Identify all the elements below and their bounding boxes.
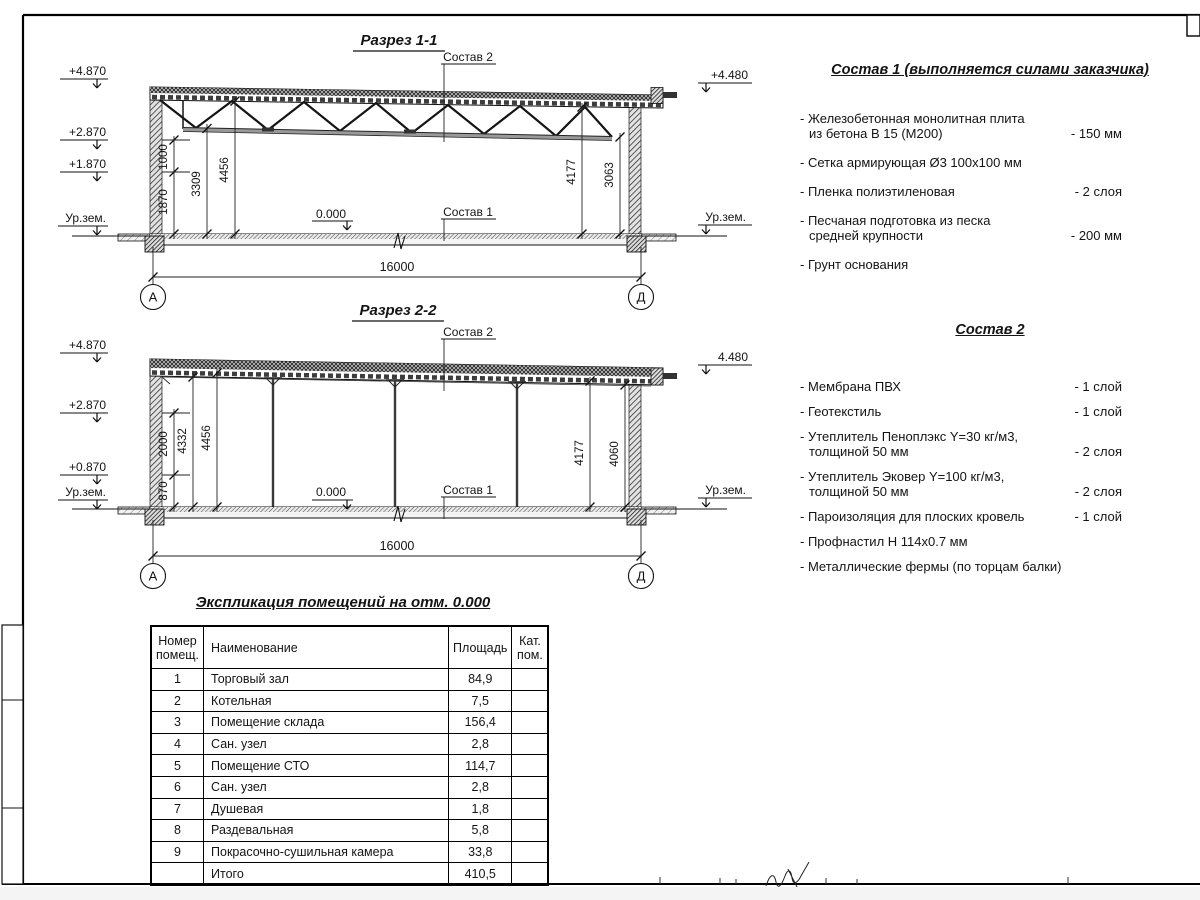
- dimension-value: 4177: [566, 159, 578, 185]
- table-row: [151, 755, 548, 777]
- elevation-marks-right: [698, 350, 752, 507]
- right-wall: [629, 384, 641, 507]
- room-category: [512, 690, 549, 712]
- material-item: [800, 534, 1122, 549]
- material-item: [800, 559, 1122, 574]
- sostav2-items: [800, 379, 1122, 574]
- frame-side-column: [2, 625, 23, 884]
- material-quantity: - 2 слоя: [1074, 184, 1122, 199]
- material-quantity: - 1 слой: [1074, 379, 1122, 394]
- roof-end-cap: [651, 88, 663, 104]
- elevation-value: +4.870: [68, 64, 106, 78]
- material-text: - Песчаная подготовка из песка средней крупности: [800, 213, 991, 243]
- dimension-value: 3063: [604, 162, 616, 188]
- dimension-value: 4177: [574, 440, 586, 466]
- sostav1-title: Состав 1 (выполняется силами заказчика): [831, 62, 1149, 78]
- material-text: - Геотекстиль: [800, 404, 882, 419]
- room-category: [512, 733, 549, 755]
- room-number: [151, 863, 204, 885]
- sostav2-leader-label: Состав 2: [443, 325, 493, 339]
- ground-level-label: Ур.зем.: [65, 211, 106, 225]
- dimension-value: 1870: [158, 189, 170, 215]
- axis-letter: А: [148, 289, 158, 305]
- material-text: - Утеплитель Эковер Y=100 кг/м3, толщиной 50 мм: [800, 469, 1005, 499]
- elevation-value: +2.870: [68, 125, 106, 139]
- roof-assembly: [150, 87, 677, 108]
- room-name: Покрасочно-сушильная камера: [204, 841, 449, 863]
- room-category: [512, 776, 549, 798]
- axis-letter: Д: [636, 568, 646, 584]
- explication-table: [150, 625, 549, 886]
- floor-slab: [72, 506, 727, 525]
- explication-title: Экспликация помещений на отм. 0.000: [195, 594, 491, 611]
- material-item: [800, 509, 1122, 524]
- material-text: - Сетка армирующая Ø3 100х100 мм: [800, 155, 1022, 170]
- ground-level-label: Ур.зем.: [705, 210, 746, 224]
- material-text: - Металлические фермы (по торцам балки): [800, 559, 1062, 574]
- truss-bottom-chord: [183, 130, 612, 139]
- span-dimension-value: 16000: [379, 539, 415, 553]
- elevation-value: +4.870: [68, 338, 106, 352]
- dimension-value: 4456: [219, 157, 231, 183]
- dimension-ticks: [170, 97, 625, 239]
- material-item: [800, 111, 1122, 141]
- dimension-value: 2000: [158, 431, 170, 457]
- zero-level-label: 0.000: [315, 485, 347, 499]
- elevation-marks-right: [698, 68, 752, 234]
- table-row: [151, 863, 548, 885]
- material-quantity: - 2 слоя: [1074, 484, 1122, 499]
- material-item: [800, 404, 1122, 419]
- ground-level-label: Ур.зем.: [65, 485, 106, 499]
- table-header-row: [151, 626, 548, 669]
- column-header: Наименование: [204, 626, 449, 669]
- room-category: [512, 841, 549, 863]
- table-row: [151, 669, 548, 691]
- material-item: [800, 213, 1122, 243]
- zero-level-label: 0.000: [315, 207, 347, 221]
- sostav1-leader-label: Состав 1: [443, 205, 493, 219]
- dimension-value: 870: [158, 481, 170, 501]
- material-item: [800, 379, 1122, 394]
- elevation-marks-left: [58, 338, 108, 509]
- span-dimension-value: 16000: [379, 260, 415, 274]
- room-area: 114,7: [449, 755, 512, 777]
- material-quantity: - 150 мм: [1070, 126, 1122, 141]
- table-row: [151, 798, 548, 820]
- span-dimension: [149, 520, 646, 564]
- room-number: 9: [151, 841, 204, 863]
- material-item: [800, 184, 1122, 199]
- section-title: Разрез 2-2: [359, 302, 437, 319]
- room-name: Душевая: [204, 798, 449, 820]
- room-name: Итого: [204, 863, 449, 885]
- sostav2-panel: [800, 322, 1180, 584]
- room-area: 5,8: [449, 820, 512, 842]
- roof-end-cap: [651, 368, 663, 385]
- table-row: [151, 712, 548, 734]
- axis-bubble-d: [629, 285, 654, 310]
- room-name: Сан. узел: [204, 733, 449, 755]
- axis-bubble-a: [141, 564, 166, 589]
- room-area: 156,4: [449, 712, 512, 734]
- right-wall: [629, 107, 641, 234]
- room-category: [512, 755, 549, 777]
- material-quantity: - 1 слой: [1074, 404, 1122, 419]
- room-name: Котельная: [204, 690, 449, 712]
- room-category: [512, 798, 549, 820]
- table-row: [151, 690, 548, 712]
- sostav2-title: Состав 2: [955, 322, 1025, 338]
- room-area: 2,8: [449, 733, 512, 755]
- titleblock-edge-marks: [660, 877, 1068, 884]
- roof-end-bar: [663, 373, 677, 379]
- right-footing: [627, 509, 646, 525]
- frame-corner-box: [1187, 15, 1200, 36]
- roof-assembly: [150, 359, 677, 386]
- axis-letter: А: [148, 568, 158, 584]
- table-row: [151, 841, 548, 863]
- room-name: Сан. узел: [204, 776, 449, 798]
- material-text: - Утеплитель Пеноплэкс Y=30 кг/м3, толщиной 50 мм: [800, 429, 1019, 459]
- room-area: 84,9: [449, 669, 512, 691]
- column-header: Кат. пом.: [512, 626, 549, 669]
- elevation-marks-left: [58, 64, 108, 235]
- right-footing: [627, 236, 646, 252]
- axis-bubble-a: [141, 285, 166, 310]
- sostav1-leader-label: Состав 1: [443, 483, 493, 497]
- table-row: [151, 776, 548, 798]
- section-2-2: [58, 302, 752, 589]
- room-area: 33,8: [449, 841, 512, 863]
- ground-level-label: Ур.зем.: [705, 483, 746, 497]
- material-quantity: - 2 слоя: [1074, 444, 1122, 459]
- room-category: [512, 820, 549, 842]
- material-text: - Железобетонная монолитная плита из бетона В 15 (М200): [800, 111, 1025, 141]
- material-text: - Профнастил Н 114х0.7 мм: [800, 534, 968, 549]
- room-number: 8: [151, 820, 204, 842]
- table-row: [151, 820, 548, 842]
- room-category: [512, 863, 549, 885]
- room-area: 410,5: [449, 863, 512, 885]
- material-quantity: - 200 мм: [1070, 228, 1122, 243]
- room-number: 6: [151, 776, 204, 798]
- dimension-value: 4332: [177, 428, 189, 454]
- dimension-value: 4456: [201, 425, 213, 451]
- elevation-value: 4.480: [717, 350, 748, 364]
- room-name: Помещение склада: [204, 712, 449, 734]
- material-quantity: - 1 слой: [1074, 509, 1122, 524]
- room-number: 2: [151, 690, 204, 712]
- room-name: Помещение СТО: [204, 755, 449, 777]
- material-text: - Пленка полиэтиленовая: [800, 184, 955, 199]
- sheet-edge: [0, 887, 1200, 900]
- sostav1-items: [800, 111, 1122, 272]
- section-1-1: [58, 32, 752, 310]
- material-item: [800, 429, 1122, 459]
- left-footing: [145, 236, 164, 252]
- room-number: 7: [151, 798, 204, 820]
- elevation-value: +2.870: [68, 398, 106, 412]
- elevation-value: +4.480: [710, 68, 748, 82]
- room-number: 5: [151, 755, 204, 777]
- material-item: [800, 469, 1122, 499]
- room-category: [512, 669, 549, 691]
- sostav2-leader-label: Состав 2: [443, 50, 493, 64]
- section-title: Разрез 1-1: [360, 32, 438, 49]
- dimension-value: 3309: [191, 171, 203, 197]
- room-area: 7,5: [449, 690, 512, 712]
- material-text: - Мембрана ПВХ: [800, 379, 901, 394]
- material-item: [800, 257, 1122, 272]
- left-footing: [145, 509, 164, 525]
- roof-end-bar: [663, 92, 677, 98]
- room-name: Торговый зал: [204, 669, 449, 691]
- room-area: 1,8: [449, 798, 512, 820]
- material-item: [800, 155, 1122, 170]
- vertical-dimensions: [162, 369, 625, 512]
- sostav1-panel: [800, 62, 1180, 286]
- room-number: 1: [151, 669, 204, 691]
- room-name: Раздевальная: [204, 820, 449, 842]
- elevation-value: +0.870: [68, 460, 106, 474]
- material-text: - Пароизоляция для плоских кровель: [800, 509, 1025, 524]
- dimension-value: 4060: [609, 441, 621, 467]
- dimension-ticks: [170, 369, 630, 512]
- table-row: [151, 733, 548, 755]
- material-text: - Грунт основания: [800, 257, 909, 272]
- room-area: 2,8: [449, 776, 512, 798]
- floor-slab: [72, 233, 727, 252]
- column-header: Площадь: [449, 626, 512, 669]
- column-header: Номер помещ.: [151, 626, 204, 669]
- room-number: 4: [151, 733, 204, 755]
- dimension-value: 1000: [158, 144, 170, 170]
- axis-letter: Д: [636, 289, 646, 305]
- axis-bubble-d: [629, 564, 654, 589]
- elevation-value: +1.870: [68, 157, 106, 171]
- room-number: 3: [151, 712, 204, 734]
- span-dimension: [149, 247, 646, 285]
- room-category: [512, 712, 549, 734]
